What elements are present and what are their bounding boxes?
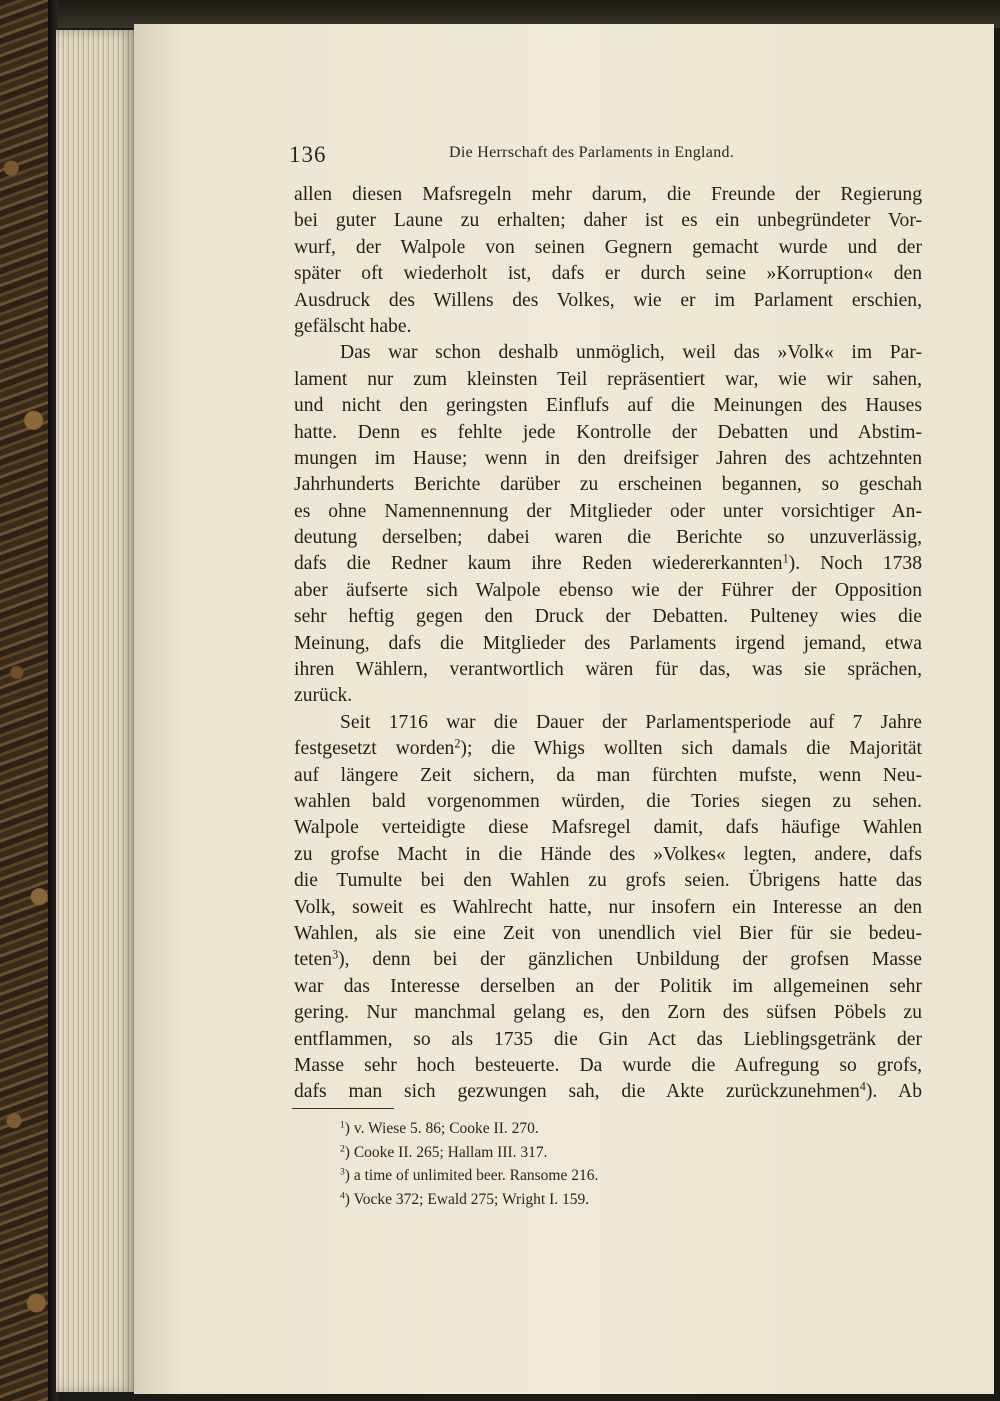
text-line: wahlen bald vorgenommen würden, die Tories siegen zu sehen. <box>294 790 922 812</box>
text-line: Walpole verteidigte diese Mafsregel damit, dafs häufige Wahlen <box>294 817 922 839</box>
text-segment: ), denn bei der gänzlichen Unbildung der grofsen Masse <box>338 949 922 971</box>
footnote-mark: 4 <box>859 1079 866 1094</box>
text-line: Wahlen, als sie eine Zeit von unendlich viel Bier für sie bedeu- <box>294 922 922 944</box>
text-line: aber äufserte sich Walpole ebenso wie der Führer der Opposition <box>294 579 922 601</box>
text-line: deutung derselben; dabei waren die Berichte so unzuverlässig, <box>294 527 922 549</box>
text-line: Ausdruck des Willens des Volkes, wie er im Parlament erschien, <box>294 289 922 311</box>
text-line: sehr heftig gegen den Druck der Debatten. Pulteney wies die <box>294 606 922 628</box>
text-line: es ohne Namennennung der Mitglieder oder unter vorsichtiger An- <box>294 500 922 522</box>
text-line: auf längere Zeit sichern, da man fürchten mufste, wenn Neu- <box>294 764 922 786</box>
footnote-mark: 1 <box>782 551 789 566</box>
footnote-number: 4 <box>340 1190 345 1202</box>
text-line: die Tumulte bei den Wahlen zu grofs seien. Übrigens hatte das <box>294 870 922 892</box>
footnote-text: ) v. Wiese 5. 86; Cooke II. 270. <box>344 1120 539 1137</box>
text-line: Meinung, dafs die Mitglieder des Parlaments irgend jemand, etwa <box>294 632 922 654</box>
text-line: ihren Wählern, verantwortlich wären für das, was sie sprächen, <box>294 659 922 681</box>
footnote <box>340 1141 900 1165</box>
footnote <box>340 1188 900 1212</box>
footnote-text: ) Vocke 372; Ewald 275; Wright I. 159. <box>344 1190 590 1208</box>
text-segment: dafs die Redner kaum ihre Reden wiedererkannten <box>294 553 783 575</box>
footnote-mark: 2 <box>454 736 461 751</box>
text-line: hatte. Denn es fehlte jede Kontrolle der Debatten und Abstim- <box>294 421 922 443</box>
footnote-number: 2 <box>340 1143 345 1155</box>
text-line: zurück. <box>294 685 353 707</box>
text-line: Jahrhunderts Berichte darüber zu erscheinen begannen, so geschah <box>294 474 922 496</box>
text-line: entflammen, so als 1735 die Gin Act das Lieblingsgetränk der <box>294 1028 922 1050</box>
text-segment: ). Noch 1738 <box>788 553 922 575</box>
text-line: Volk, soweit es Wahlrecht hatte, nur insofern ein Interesse an den <box>294 896 922 918</box>
footnote-number: 3 <box>340 1166 345 1178</box>
text-line: wurf, der Walpole von seinen Gegnern gemacht wurde und der <box>294 236 922 258</box>
text-line: Masse sehr hoch besteuerte. Da wurde die Aufregung so grofs, <box>294 1054 922 1076</box>
page-number: 136 <box>289 142 327 167</box>
page-header <box>289 142 929 172</box>
footnote-text: ) a time of unlimited beer. Ransome 216. <box>344 1167 599 1184</box>
text-line: zu grofse Macht in die Hände des »Volkes« legten, andere, dafs <box>294 843 922 865</box>
footnote-mark: 3 <box>332 947 339 962</box>
footnote-number: 1 <box>340 1119 345 1131</box>
footnote <box>340 1164 900 1188</box>
text-line: bei guter Laune zu erhalten; daher ist es ein unbegründeter Vor- <box>294 210 922 232</box>
text-line: gering. Nur manchmal gelang es, den Zorn des süfsen Pöbels zu <box>294 1002 922 1024</box>
text-segment: dafs man sich gezwungen sah, die Akte zurückzunehmen <box>294 1081 860 1103</box>
text-line: war das Interesse derselben an der Politik im allgemeinen sehr <box>294 975 922 997</box>
text-segment: ); die Whigs wollten sich damals die Majorität <box>460 738 922 760</box>
text-line-with-footnote <box>294 736 922 762</box>
page-stack-edges <box>56 30 136 1392</box>
text-line: gefälscht habe. <box>294 315 412 337</box>
text-segment: teten <box>294 949 333 971</box>
footnote-divider <box>292 1108 394 1109</box>
text-line-with-footnote <box>294 551 922 577</box>
text-line: allen diesen Mafsregeln mehr darum, die Freunde der Regierung <box>294 184 922 205</box>
body-text <box>294 182 922 1106</box>
text-line-with-footnote <box>294 1079 922 1105</box>
paragraph-start: Seit 1716 war die Dauer der Parlamentsperiode auf 7 Jahre <box>340 711 922 733</box>
footnote-text: ) Cooke II. 265; Hallam III. 317. <box>344 1143 548 1161</box>
text-line: später oft wiederholt ist, dafs er durch seine »Korruption« den <box>294 263 922 285</box>
text-line: lament nur zum kleinsten Teil repräsentiert war, wie wir sahen, <box>294 368 922 390</box>
text-line-with-footnote <box>294 947 922 973</box>
text-segment: ). Ab <box>865 1081 922 1103</box>
text-line: und nicht den geringsten Einflufs auf die Meinungen des Hauses <box>294 395 922 417</box>
text-segment: festgesetzt worden <box>294 738 455 760</box>
running-title: Die Herrschaft des Parlaments in England. <box>449 144 735 161</box>
footnotes <box>340 1117 900 1211</box>
footnote <box>340 1117 900 1141</box>
text-line: mungen im Hause; wenn in den dreifsiger Jahren des achtzehnten <box>294 447 922 469</box>
paragraph-start: Das war schon deshalb unmöglich, weil das »Volk« im Par- <box>340 342 922 364</box>
